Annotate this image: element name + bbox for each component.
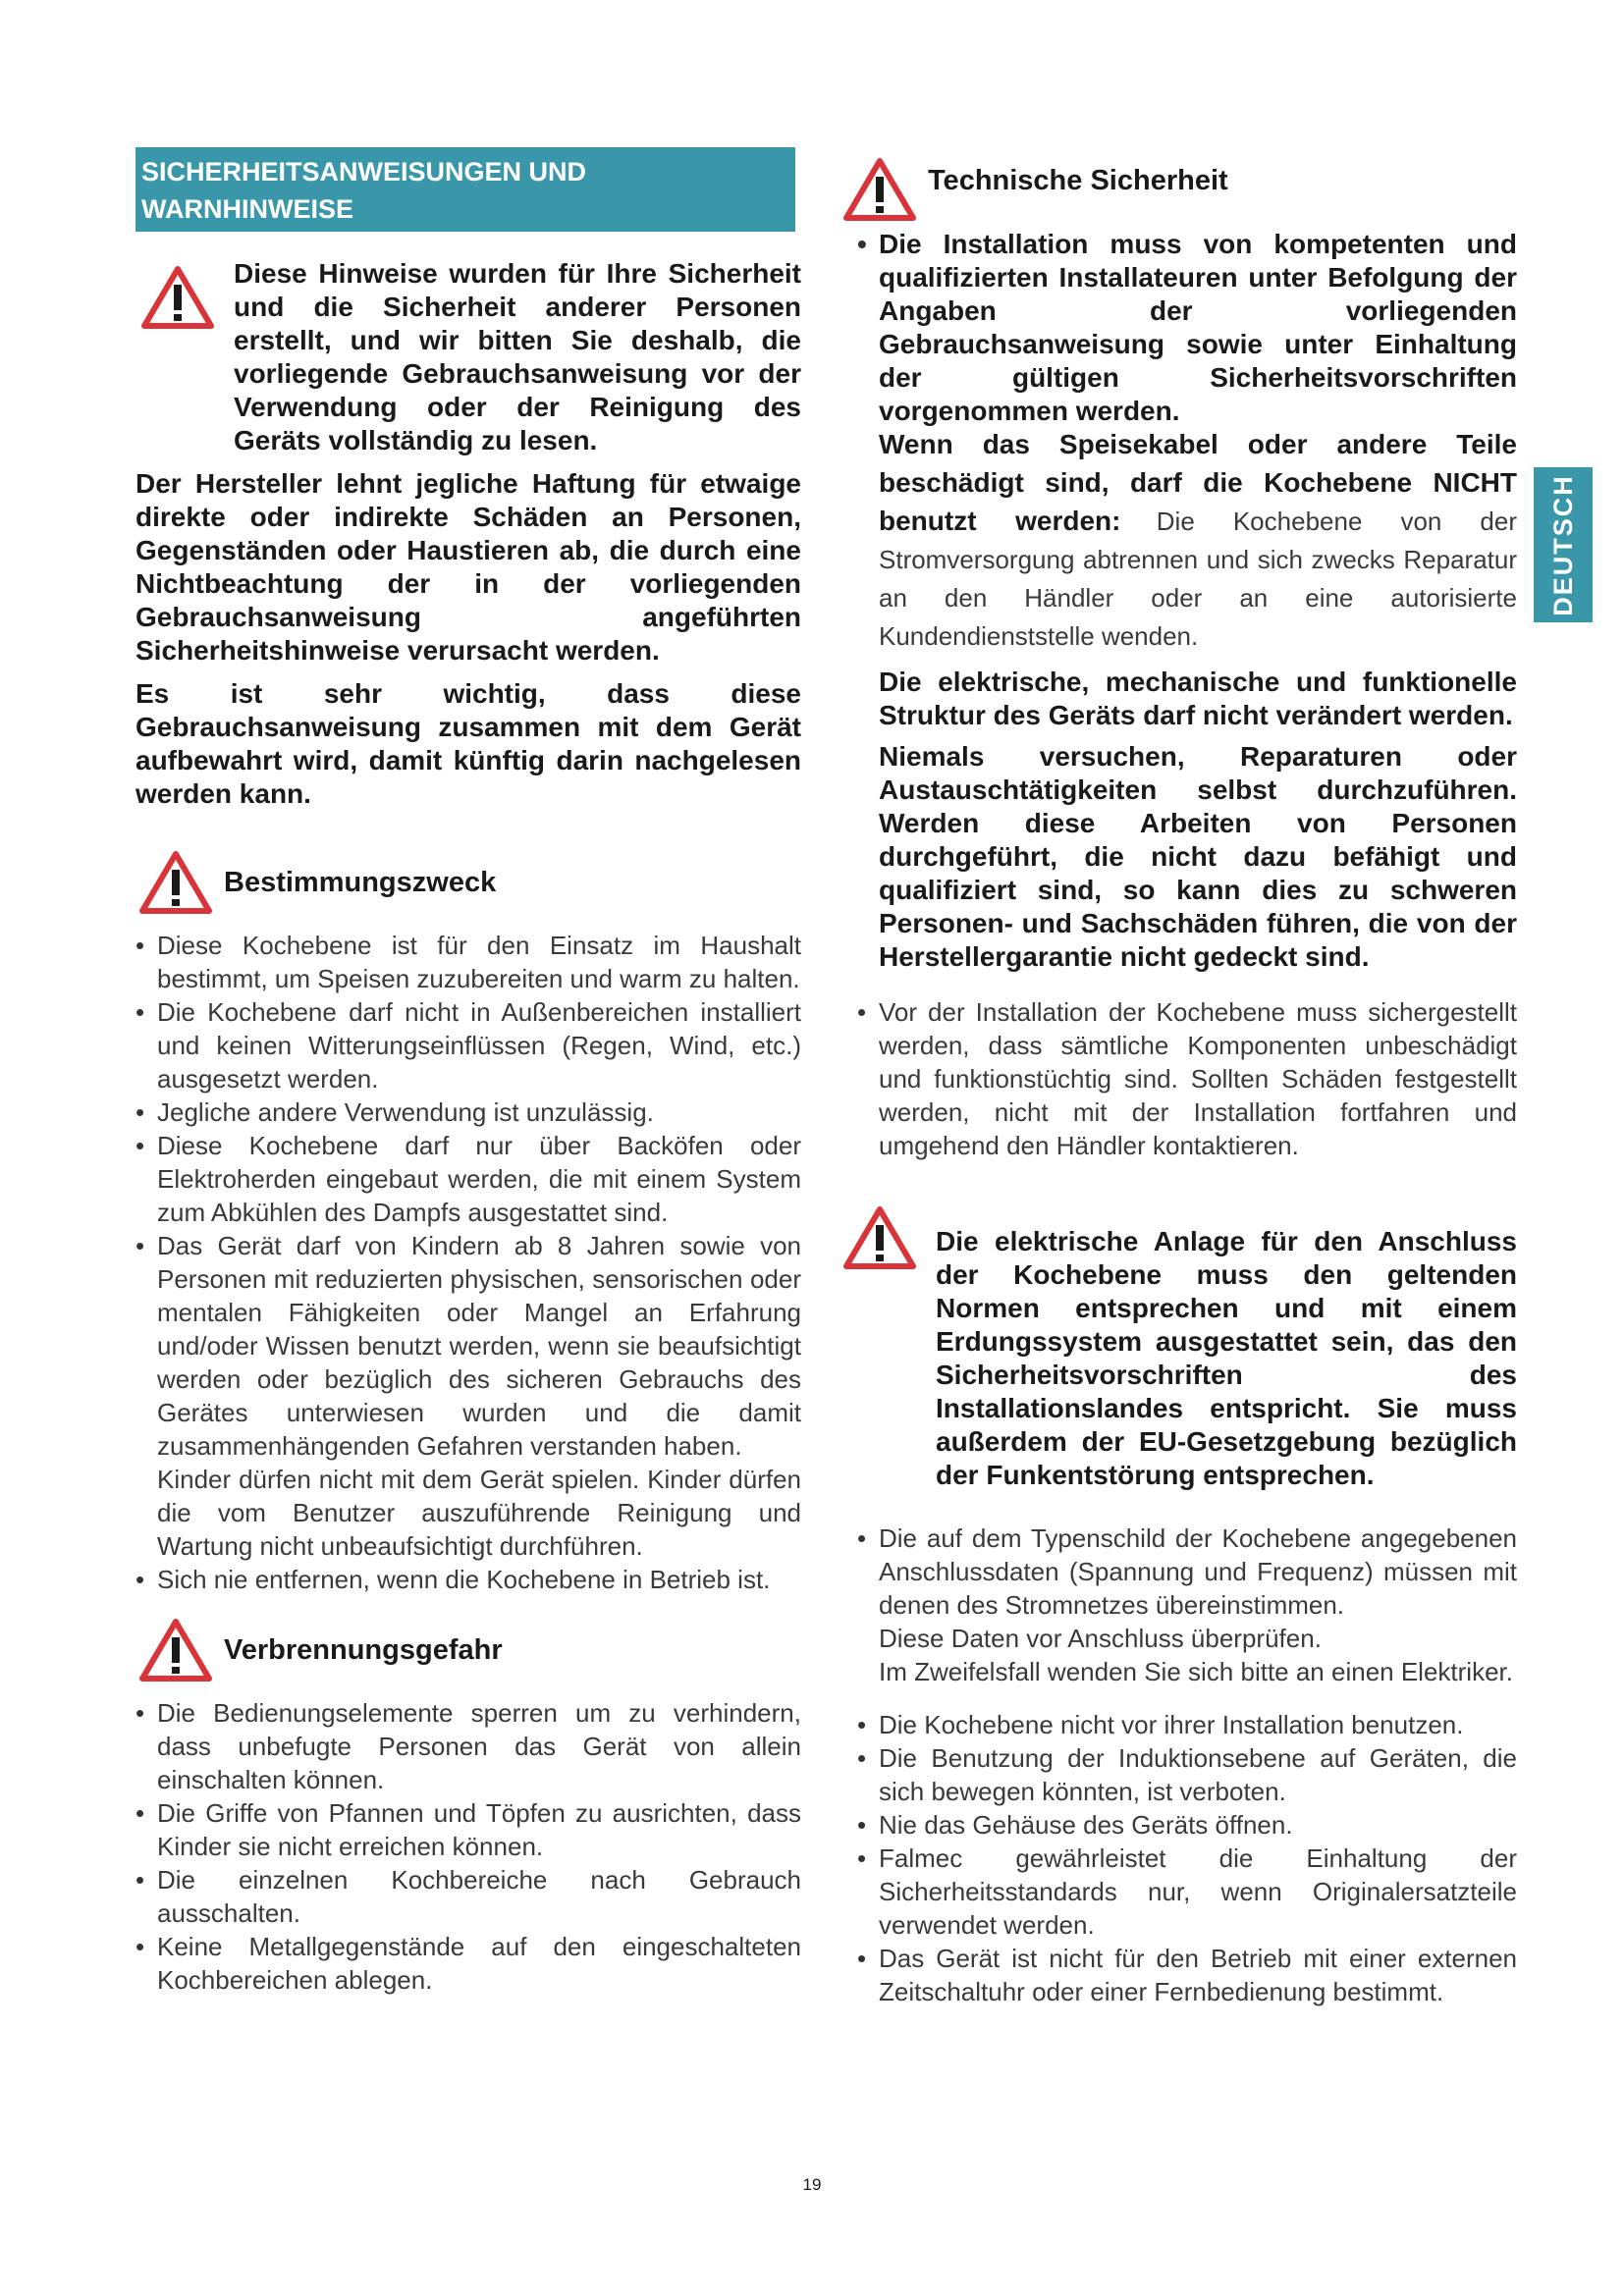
install-list (857, 228, 1517, 428)
burn-heading (135, 1618, 801, 1682)
list-item: • Die einzelnen Kochbereiche nach Gebrauch ausschalten. (135, 1863, 801, 1930)
warning-triangle-icon (141, 265, 214, 330)
electric-warning (857, 1205, 1517, 1492)
list-item: • Die Installation muss von kompetenten und qualifizierten Installateuren unter Befolgung der Angaben der vorliegenden Gebrauchsanweisung sowie unter Einhaltung der gültigen Sicherheitsvorschriften vorgenommen werden. (857, 228, 1517, 428)
list-item: • Diese Kochebene ist für den Einsatz im Haushalt bestimmt, um Speisen zuzubereiten und warm zu halten. (135, 929, 801, 995)
section-title: SICHERHEITSANWEISUNGEN UND WARNHINWEISE (135, 147, 795, 232)
language-tab-label: DEUTSCH (1547, 473, 1578, 616)
tech-heading-text: Technische Sicherheit (928, 165, 1228, 196)
check-text: Diese Daten vor Anschluss überprüfen. (879, 1624, 1322, 1653)
before-install-list (857, 995, 1517, 1162)
left-column (135, 147, 801, 1997)
electric-warning-text: Die elektrische Anlage für den Anschluss der Kochebene muss den geltenden Normen entsprechen und mit einem Erdungssystem ausgestattet sein, das den Sicherheitsvorschriften des Installationslandes entspricht. Sie muss außerdem der EU-Gesetzgebung bezüglich der Funkentstörung entsprechen. (936, 1226, 1517, 1490)
cable-light-text: Die Kochebene von der Stromversorgung abtrennen und sich zwecks Reparatur an den Händler oder an eine autorisierte Kundendienststelle wenden. (879, 507, 1517, 651)
warning-triangle-icon (139, 1618, 212, 1682)
intro-warning (135, 257, 801, 457)
purpose-list-end (135, 1563, 801, 1596)
list-item: • Jegliche andere Verwendung ist unzulässig. (135, 1095, 801, 1129)
plate-list (857, 1522, 1517, 1622)
keep-manual-text: Es ist sehr wichtig, dass diese Gebrauchsanweisung zusammen mit dem Gerät aufbewahrt wird, damit künftig darin nachgelesen werden kann. (135, 678, 801, 809)
list-item: • Die Benutzung der Induktionsebene auf Geräten, die sich bewegen könnten, ist verboten. (857, 1741, 1517, 1808)
warning-triangle-icon (139, 850, 212, 915)
list-item: • Die auf dem Typenschild der Kochebene angegebenen Anschlussdaten (Spannung und Frequenz) müssen mit denen des Stromnetzes übereinstimmen. (857, 1522, 1517, 1622)
purpose-heading (135, 850, 801, 915)
purpose-heading-text: Bestimmungszweck (224, 866, 497, 898)
burn-list (135, 1696, 801, 1997)
cable-bold-text: Wenn das Speisekabel oder andere Teile beschädigt sind, darf die Kochebene NICHT benutzt werden: (879, 429, 1517, 536)
list-item: • Das Gerät darf von Kindern ab 8 Jahren sowie von Personen mit reduzierten physischen, sensorischen oder mentalen Fähigkeiten oder Mangel an Erfahrung und/oder Wissen benutzt werden, wenn sie beaufsichtigt werden oder bezüglich des sicheren Gebrauchs des Gerätes unterwiesen wurden und die damit zusammenhängenden Gefahren verstanden haben. (135, 1229, 801, 1463)
language-tab (1534, 467, 1593, 622)
list-item: • Die Griffe von Pfannen und Töpfen zu ausrichten, dass Kinder sie nicht erreichen können. (135, 1796, 801, 1863)
list-item: • Die Kochebene nicht vor ihrer Installation benutzen. (857, 1708, 1517, 1741)
liability-text: Der Hersteller lehnt jegliche Haftung für etwaige direkte oder indirekte Schäden an Personen, Gegenständen oder Haustieren ab, die durch eine Nichtbeachtung der in der vorliegenden Gebrauchsanweisung angeführten Sicherheitshinweise verursacht werden. (135, 468, 801, 666)
list-item: • Diese Kochebene darf nur über Backöfen oder Elektroherden eingebaut werden, die mit einem System zum Abkühlen des Dampfs ausgestattet sind. (135, 1129, 801, 1229)
intro-warning-text: Diese Hinweise wurden für Ihre Sicherheit und die Sicherheit anderer Personen erstellt, und wir bitten Sie deshalb, die vorliegende Gebrauchsanweisung vor der Verwendung oder der Reinigung des Geräts vollständig zu lesen. (234, 258, 801, 455)
list-item: • Falmec gewährleistet die Einhaltung der Sicherheitsstandards nur, wenn Originalersatzteile verwendet werden. (857, 1842, 1517, 1942)
children-note: Kinder dürfen nicht mit dem Gerät spielen. Kinder dürfen die vom Benutzer auszuführende Reinigung und Wartung nicht unbeaufsichtigt durchführen. (157, 1465, 801, 1561)
list-item: • Nie das Gehäuse des Geräts öffnen. (857, 1808, 1517, 1842)
never-repair-text: Niemals versuchen, Reparaturen oder Austauschtätigkeiten selbst durchzuführen. Werden diese Arbeiten von Personen durchgeführt, die nicht dazu befähigt und qualifiziert sind, so kann dies zu schweren Personen- und Sachschäden führen, die von der Herstellergarantie nicht gedeckt sind. (879, 741, 1517, 972)
final-list (857, 1708, 1517, 2008)
list-item: • Die Kochebene darf nicht in Außenbereichen installiert und keinen Witterungseinflüssen (Regen, Wind, etc.) ausgesetzt werden. (135, 995, 801, 1095)
list-item: • Das Gerät ist nicht für den Betrieb mit einer externen Zeitschaltuhr oder einer Fernbedienung bestimmt. (857, 1942, 1517, 2008)
tech-heading (857, 157, 1517, 222)
doubt-text: Im Zweifelsfall wenden Sie sich bitte an einen Elektriker. (879, 1657, 1513, 1686)
right-column (857, 157, 1517, 2008)
list-item: • Vor der Installation der Kochebene muss sichergestellt werden, dass sämtliche Komponenten unbeschädigt und funktionstüchtig sind. Sollten Schäden festgestellt werden, nicht mit der Installation fortfahren und umgehend den Händler kontaktieren. (857, 995, 1517, 1162)
structure-text: Die elektrische, mechanische und funktionelle Struktur des Geräts darf nicht verändert werden. (879, 667, 1517, 730)
page-number: 19 (802, 2175, 822, 2194)
list-item: • Sich nie entfernen, wenn die Kochebene in Betrieb ist. (135, 1563, 801, 1596)
list-item: • Keine Metallgegenstände auf den eingeschalteten Kochbereichen ablegen. (135, 1930, 801, 1997)
purpose-list (135, 929, 801, 1463)
burn-heading-text: Verbrennungsgefahr (224, 1633, 503, 1666)
cable-block (857, 428, 1517, 658)
list-item: • Die Bedienungselemente sperren um zu verhindern, dass unbefugte Personen das Gerät von allein einschalten können. (135, 1696, 801, 1796)
warning-triangle-icon (843, 157, 916, 222)
warning-triangle-icon (843, 1205, 916, 1270)
